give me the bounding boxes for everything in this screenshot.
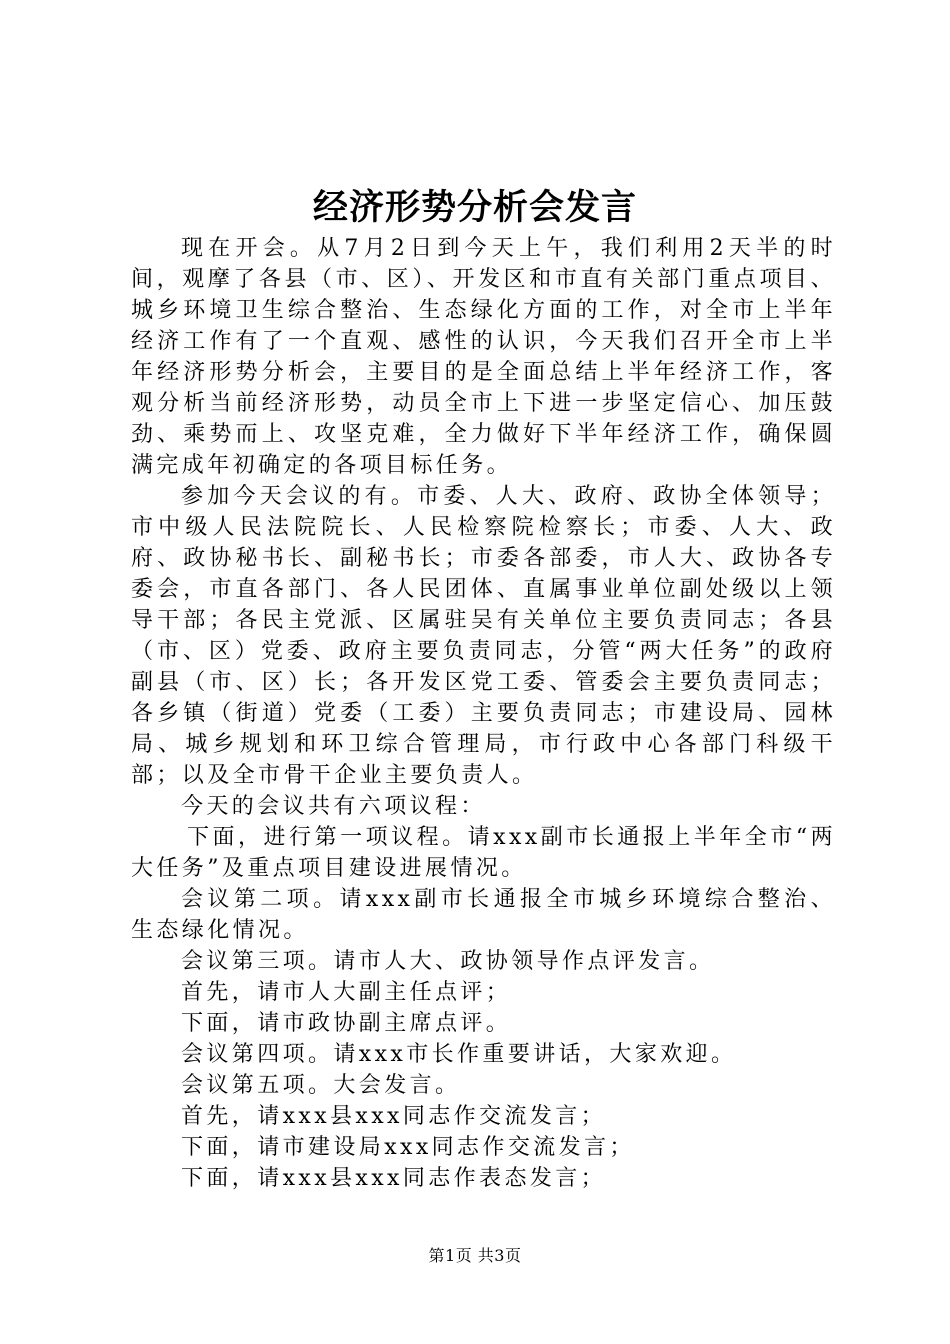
document-body [131,233,836,1194]
paragraph-opening: 现在开会。从7月2日到今天上午，我们利用2天半的时间，观摩了各县（市、区）、开发区和市直有关部门重点项目、城乡环境卫生综合整治、生态绿化方面的工作，对全市上半年经济工作有了一个直观、感性的认识，今天我们召开全市上半年经济形势分析会，主要目的是全面总结上半年经济工作，客观分析当前经济形势，动员全市上下进一步坚定信心、加压鼓劲、乘势而上、攻坚克难，全力做好下半年经济工作，确保圆满完成年初确定的各项目标任务。 [131,236,836,478]
paragraph-agenda-item-1: 下面，进行第一项议程。请xxx副市长通报上半年全市“两大任务”及重点项目建设进展情况。 [131,825,836,881]
paragraph-item-3-first: 首先，请市人大副主任点评； [181,980,512,1005]
page-footer: 第1页 共3页 [428,1246,522,1265]
document-title: 经济形势分析会发言 [312,187,637,228]
paragraph-item-5-second: 下面，请市建设局xxx同志作交流发言； [181,1135,635,1160]
paragraph-agenda-item-4: 会议第四项。请xxx市长作重要讲话，大家欢迎。 [181,1042,737,1067]
paragraph-item-5-first: 首先，请xxx县xxx同志作交流发言； [181,1104,607,1129]
paragraph-agenda-item-3: 会议第三项。请市人大、政协领导作点评发言。 [181,949,715,974]
paragraph-agenda-item-5: 会议第五项。大会发言。 [181,1073,461,1098]
paragraph-agenda-intro: 今天的会议共有六项议程： [181,794,486,819]
paragraph-agenda-item-2: 会议第二项。请xxx副市长通报全市城乡环境综合整治、生态绿化情况。 [131,887,836,943]
paragraph-attendees: 参加今天会议的有。市委、人大、政府、政协全体领导；市中级人民法院院长、人民检察院检察长；市委、人大、政府、政协秘书长、副秘书长；市委各部委，市人大、政协各专委会，市直各部门、各人民团体、直属事业单位副处级以上领导干部；各民主党派、区属驻吴有关单位主要负责同志；各县（市、区）党委、政府主要负责同志，分管“两大任务”的政府副县（市、区）长；各开发区党工委、管委会主要负责同志；各乡镇（街道）党委（工委）主要负责同志；市建设局、园林局、城乡规划和环卫综合管理局，市行政中心各部门科级干部；以及全市骨干企业主要负责人。 [131,484,836,788]
paragraph-item-3-next: 下面，请市政协副主席点评。 [181,1011,512,1036]
paragraph-item-5-third: 下面，请xxx县xxx同志作表态发言； [181,1166,607,1191]
